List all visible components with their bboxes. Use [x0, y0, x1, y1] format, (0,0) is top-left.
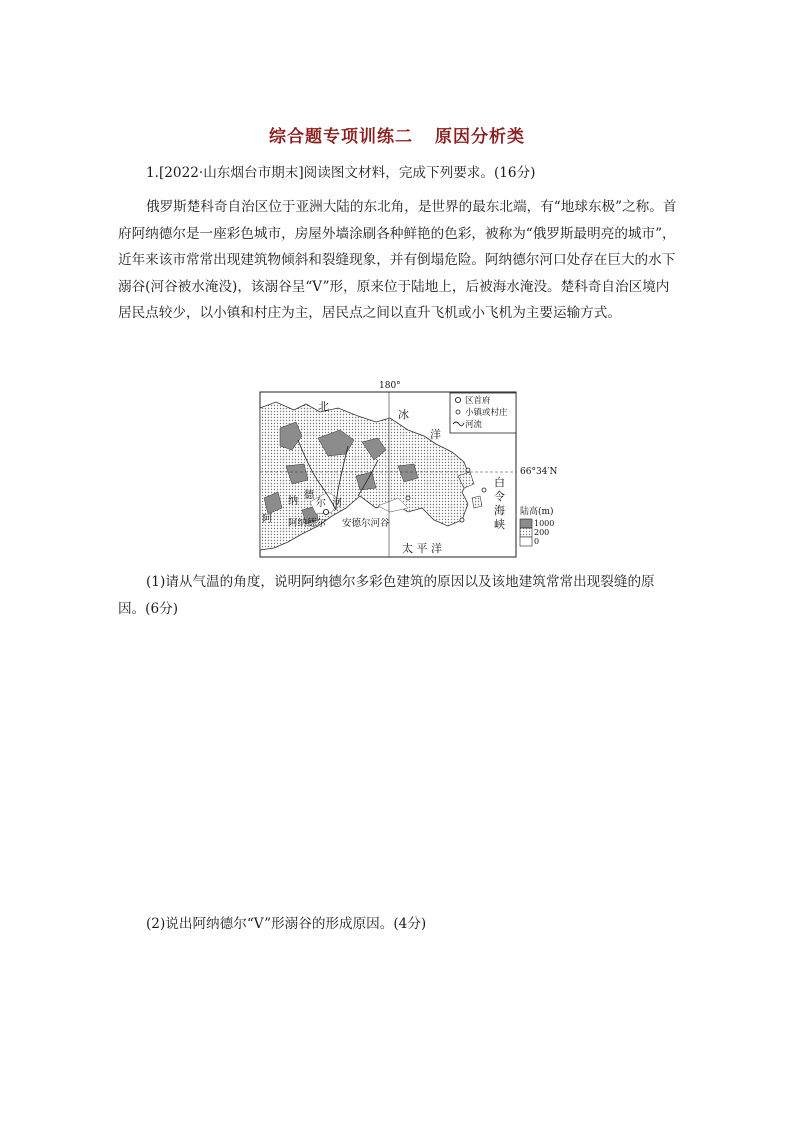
- legend-capital-icon: [455, 397, 460, 402]
- question-instruction: 阅读图文材料，完成下列要求。(16分): [303, 165, 536, 181]
- strait-label-2: 令: [494, 490, 505, 503]
- river-char-1: 阿: [262, 514, 272, 525]
- legend-level-1000: 1000: [534, 519, 555, 528]
- sub-question-2: (2)说出阿纳德尔“V”形溺谷的形成原因。(4分): [146, 916, 427, 932]
- river-char-4: 尔: [316, 498, 326, 509]
- town-marker: [406, 496, 410, 500]
- valley-label: 安德尔河谷: [342, 518, 390, 529]
- ocean-label-3: 洋: [430, 428, 441, 441]
- island: [472, 496, 482, 508]
- question-source: [2022·山东烟台市期末]: [158, 165, 304, 181]
- town-marker: [466, 468, 470, 472]
- title-part2: 原因分析类: [435, 127, 525, 147]
- latitude-label: 66°34′N: [520, 467, 558, 477]
- river-char-5: 河: [332, 498, 342, 509]
- chukotka-map: [258, 380, 558, 560]
- capital-marker: [323, 509, 328, 514]
- map-svg: [258, 380, 558, 560]
- river-char-2: 纳: [288, 496, 298, 507]
- strait-label-4: 峡: [494, 518, 505, 531]
- legend-town-icon: [456, 410, 460, 414]
- legend-elevation: [520, 505, 554, 546]
- ocean-label-2: 冰: [398, 408, 409, 421]
- town-marker: [460, 518, 464, 522]
- pacific-label: 太 平 洋: [402, 542, 442, 555]
- legend-town: 小镇或村庄: [465, 408, 508, 418]
- legend-capital: 区首府: [465, 396, 491, 406]
- town-marker: [482, 488, 486, 492]
- title-part1: 综合题专项训练二: [269, 127, 413, 147]
- capital-label: 阿纳德尔: [288, 518, 327, 529]
- legend-river: 河流: [465, 420, 483, 430]
- meridian-label: 180°: [379, 381, 401, 391]
- strait-label-3: 海: [494, 504, 505, 517]
- legend-elevation-title: 陆高(m): [520, 507, 554, 517]
- strait-label-1: 白: [494, 476, 505, 489]
- legend-level-0: 0: [534, 537, 540, 546]
- legend-level-200: 200: [534, 528, 550, 537]
- river-char-3: 德: [304, 490, 314, 501]
- ocean-label-1: 北: [318, 400, 329, 413]
- page-title: [0, 122, 794, 147]
- legend-symbols: [450, 393, 516, 433]
- question-header: [118, 160, 678, 187]
- material-text: 俄罗斯楚科奇自治区位于亚洲大陆的东北角，是世界的最东北端，有“地球东极”之称。首府阿纳德尔是一座彩色城市，房屋外墙涂刷各种鲜艳的色彩，被称为“俄罗斯最明亮的城市”，近年来该市常常出现建筑物倾斜和裂缝现象，并有倒塌危险。阿纳德尔河口处存在巨大的水下溺谷(河谷被水淹没)，该溺谷呈“V”形，原来位于陆地上，后被海水淹没。楚科奇自治区境内居民点较少，以小镇和村庄为主，居民点之间以直升飞机或小飞机为主要运输方式。: [118, 199, 677, 321]
- question-number: 1.: [146, 165, 159, 181]
- sub-question-1: (1)请从气温的角度，说明阿纳德尔多彩色建筑的原因以及该地建筑常常出现裂缝的原因。(6分): [118, 574, 655, 617]
